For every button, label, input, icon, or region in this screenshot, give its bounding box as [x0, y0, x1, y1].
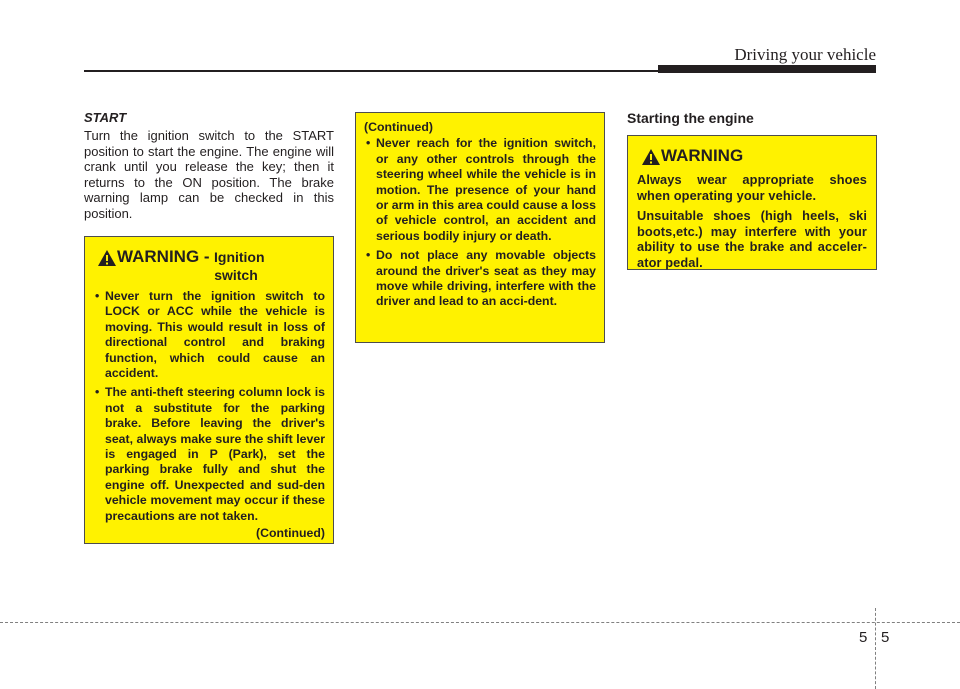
warning-list — [93, 289, 325, 524]
warning-title: WARNING — [661, 146, 744, 165]
warning-triangle-icon — [97, 249, 117, 267]
heading-starting-engine: Starting the engine — [627, 110, 754, 126]
page-number: 5 — [881, 629, 890, 646]
warning-header — [93, 247, 325, 283]
warning-paragraph: Unsuitable shoes (high heels, ski boots,etc.) may interfere with your ability to use the brake and acceler-ator pedal. — [637, 208, 867, 270]
column-start — [84, 110, 334, 221]
warning-title: WARNING - — [117, 247, 210, 266]
list-item: • Never reach for the ignition switch, or any other controls through the steering wheel while the vehicle is in motion. The presence of your hand or arm in this area could cause a loss of vehicle control, an accident and serious bodily injury or death. — [364, 136, 596, 244]
footer-rule — [0, 622, 960, 623]
warning-list — [364, 136, 596, 309]
warning-box-shoes — [627, 135, 877, 270]
warning-subtitle-2: switch — [214, 267, 258, 283]
warning-triangle-icon — [641, 148, 661, 166]
continued-label: (Continued) — [256, 526, 325, 541]
continued-label: (Continued) — [364, 120, 433, 134]
page-number-divider — [875, 608, 876, 689]
warning-header — [637, 146, 867, 166]
header-rule-accent — [658, 65, 876, 73]
warning-paragraph: Always wear appropriate shoes when operating your vehicle. — [637, 172, 867, 203]
list-item: • The anti-theft steering column lock is not a substitute for the parking brake. Before leaving the driver's seat, always make sure the shift lever is engaged in P (Park), set the parking brake fully and shut the engine off. Unexpected and sud-den vehicle movement may occur if these precautions are not taken. — [93, 385, 325, 524]
warning-box-ignition — [84, 236, 334, 544]
list-item: • Never turn the ignition switch to LOCK or ACC while the vehicle is moving. This would result in loss of directional control and braking function, which could cause an accident. — [93, 289, 325, 381]
warning-subtitle: Ignition — [214, 249, 265, 265]
chapter-number: 5 — [859, 629, 868, 646]
list-item: • Do not place any movable objects around the driver's seat as they may move while driving, interfere with the driver and lead to an acci-dent. — [364, 248, 596, 310]
section-title: Driving your vehicle — [734, 45, 876, 64]
warning-box-continued — [355, 112, 605, 343]
subhead-start: START — [84, 110, 127, 125]
start-paragraph: Turn the ignition switch to the START position to start the engine. The engine will crank until you release the key; then it returns to the ON position. The brake warning lamp can be checked in this position. — [84, 128, 334, 221]
